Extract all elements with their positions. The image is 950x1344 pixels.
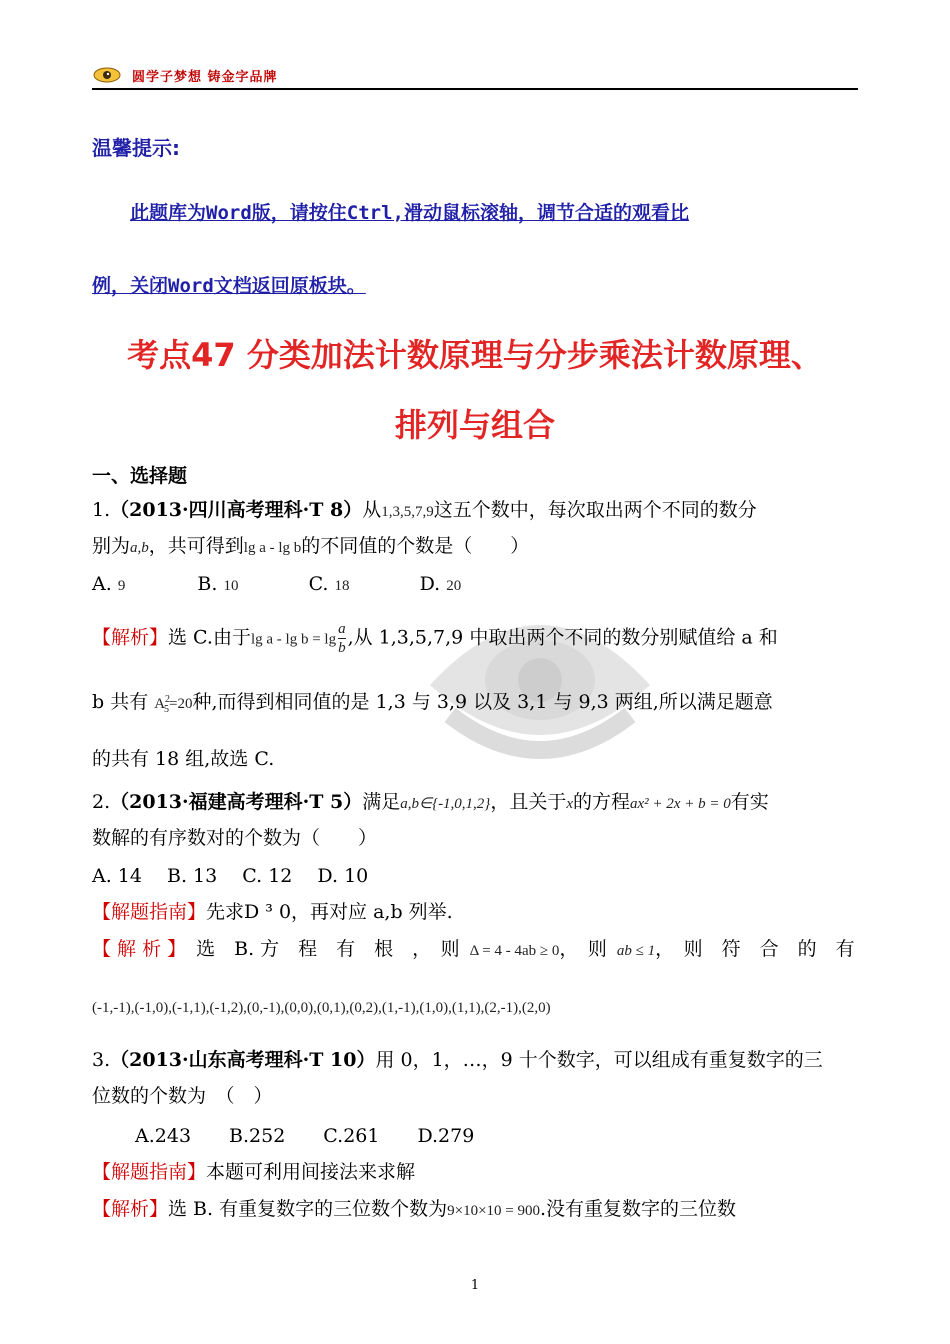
q3-analysis-line-1 <box>92 1195 736 1225</box>
q3-source: （2013·山东高考理科·T 10） <box>110 1049 376 1071</box>
q2-guide-text: 先求D ³ 0，再对应 a,b 列举. <box>206 901 453 923</box>
q3-guide-text: 本题可利用间接法来求解 <box>206 1161 416 1183</box>
q1-analysis-line-2 <box>92 686 773 724</box>
q2-analysis-text-2: ， 则 <box>559 938 607 960</box>
q1-expression: lg a - lg b <box>243 540 302 556</box>
q1-permutation-sup: 2 <box>165 694 171 705</box>
watermark-logo-icon <box>410 585 670 775</box>
q1-analysis-line-3: 的共有 18 组,故选 C. <box>92 748 275 770</box>
q2-condition: a,b∈{-1,0,1,2} <box>400 796 491 812</box>
q3-guide-tag: 【解题指南】 <box>92 1161 207 1183</box>
q1-options <box>92 570 461 600</box>
q1-permutation-result: =20 <box>169 696 193 712</box>
q1-option-a-label: A. <box>92 573 112 595</box>
q3-analysis-tag: 【解析】 <box>92 1198 169 1220</box>
q1-analysis-tag: 【解析】 <box>92 626 169 649</box>
q1-text-5: 的不同值的个数是（ ） <box>301 535 530 557</box>
q1-text-1: 从 <box>362 499 382 521</box>
section-heading: 一、选择题 <box>92 465 188 487</box>
q2-source: （2013·福建高考理科·T 5） <box>110 791 363 813</box>
q3-text-1: 用 0，1，…，9 十个数字，可以组成有重复数字的三 <box>375 1049 823 1071</box>
q2-text-3: 的方程 <box>573 791 631 813</box>
page-title-line-2: 排列与组合 <box>394 406 555 444</box>
page-header <box>92 64 858 90</box>
q2-pairs: (-1,-1),(-1,0),(-1,1),(-1,2),(0,-1),(0,0),(0,1),(0,2),(1,-1),(1,0),(1,1),(2,-1),(2,0) <box>92 1000 551 1016</box>
q1-analysis-text-3: b 共有 <box>92 691 149 713</box>
q3-number: 3. <box>92 1049 111 1071</box>
q1-option-d-value: 20 <box>446 578 462 594</box>
q2-text-2: ，且关于 <box>490 791 567 813</box>
q2-text-1: 满足 <box>362 791 401 813</box>
q2-analysis-text-3: ， 则 符 合 的 有 <box>655 938 855 960</box>
q1-analysis-text-1: 选 C.由于 <box>168 626 251 649</box>
q1-option-b-value: 10 <box>223 578 239 594</box>
q1-text-4: ，共可得到 <box>148 535 244 557</box>
q1-set: 1,3,5,7,9 <box>381 504 434 520</box>
q2-ab-condition: ab ≤ 1 <box>616 943 656 959</box>
q1-number: 1. <box>92 499 111 521</box>
q1-analysis-line-1 <box>92 620 778 657</box>
tip-line-1[interactable]: 此题库为Word版，请按住Ctrl,滑动鼠标滚轴，调节合适的观看比 <box>130 202 689 224</box>
q1-text-2: 这五个数中，每次取出两个不同的数分 <box>433 499 757 521</box>
q2-discriminant: Δ = 4 - 4ab ≥ 0 <box>469 943 560 959</box>
q2-guide <box>92 898 453 926</box>
q1-permutation-sub: 5 <box>164 704 170 715</box>
q2-variable-x: x <box>566 796 573 812</box>
q2-analysis-tag: 【 解 析 】 <box>92 938 187 960</box>
q1-permutation-a: A <box>154 696 166 712</box>
q1-line-1 <box>92 496 757 526</box>
q1-fraction-numerator: a <box>338 621 346 637</box>
tip-line-2[interactable]: 例，关闭Word文档返回原板块。 <box>92 275 366 297</box>
q1-fraction-denominator: b <box>338 640 346 656</box>
q3-options: A.243 B.252 C.261 D.279 <box>135 1125 475 1147</box>
q1-ab: a,b <box>130 540 149 556</box>
q3-line-2: 位数的个数为 （ ） <box>92 1085 273 1107</box>
q2-analysis-text-1: 选 B. 方 程 有 根 ， 则 <box>196 938 460 960</box>
q2-options: A. 14 B. 13 C. 12 D. 10 <box>92 865 369 887</box>
q1-analysis-expression: lg a - lg b = lg <box>250 631 337 648</box>
q1-text-3: 别为 <box>92 535 131 557</box>
page-number: 1 <box>470 1278 480 1293</box>
q1-analysis-text-4: 种,而得到相同值的是 1,3 与 3,9 以及 3,1 与 9,3 两组,所以满足题意 <box>192 691 773 713</box>
q3-analysis-text-2: .没有重复数字的三位数 <box>540 1198 737 1220</box>
eye-logo-icon <box>92 66 122 84</box>
q2-line-2: 数解的有序数对的个数为（ ） <box>92 827 378 849</box>
page-title-line-1: 考点47 分类加法计数原理与分步乘法计数原理、 <box>127 336 823 374</box>
q1-line-2 <box>92 532 529 562</box>
q1-option-a-value: 9 <box>117 578 126 594</box>
q1-option-b-label: B. <box>197 573 218 595</box>
q1-permutation <box>154 694 193 715</box>
q1-option-d-label: D. <box>419 573 441 595</box>
tip-title: 温馨提示: <box>92 136 180 160</box>
q2-line-1 <box>92 788 769 818</box>
q3-analysis-text-1: 选 B. 有重复数字的三位数个数为 <box>168 1198 448 1220</box>
q2-guide-tag: 【解题指南】 <box>92 901 207 923</box>
q1-option-c-label: C. <box>308 573 329 595</box>
header-slogan: 圆学子梦想 铸金字品牌 <box>132 70 278 85</box>
q2-number: 2. <box>92 791 111 813</box>
q3-calculation: 9×10×10 = 900 <box>447 1203 540 1219</box>
q2-equation: ax² + 2x + b = 0 <box>630 796 731 812</box>
q1-option-c-value: 18 <box>334 578 350 594</box>
q2-analysis-line-1 <box>92 935 855 965</box>
q1-analysis-text-2: ,从 1,3,5,7,9 中取出两个不同的数分别赋值给 a 和 <box>347 626 778 649</box>
q3-line-1 <box>92 1046 823 1074</box>
q1-source: （2013·四川高考理科·T 8） <box>110 499 363 521</box>
q2-text-4: 有实 <box>730 791 769 813</box>
q1-fraction <box>338 620 346 657</box>
q3-guide <box>92 1158 415 1186</box>
